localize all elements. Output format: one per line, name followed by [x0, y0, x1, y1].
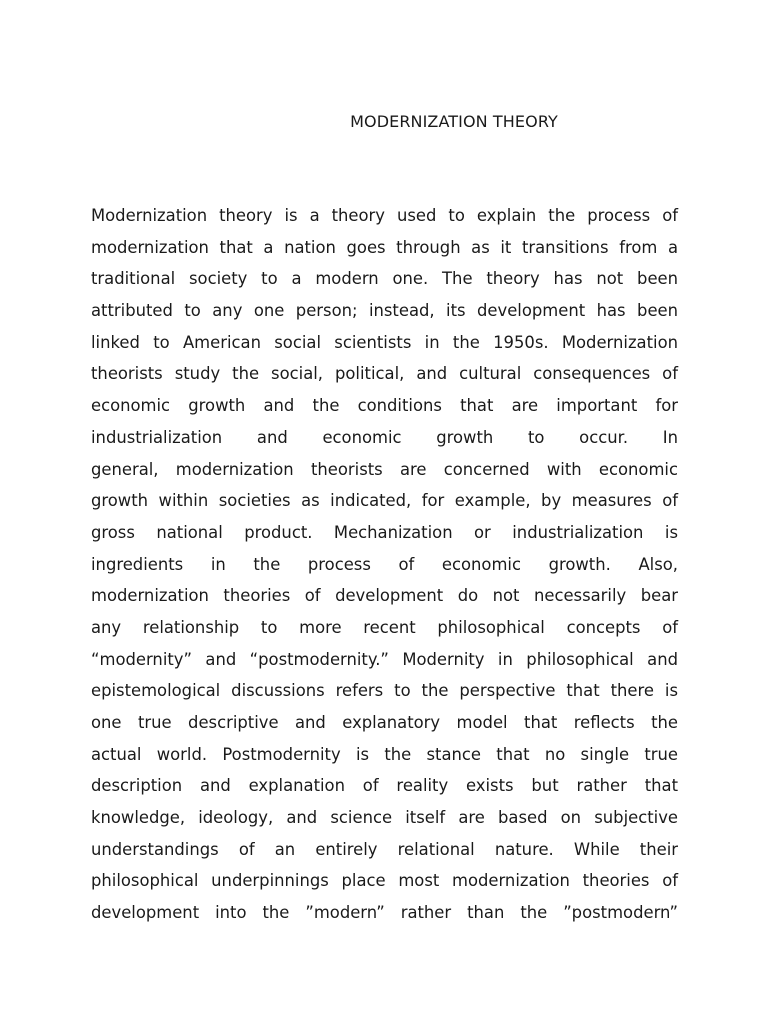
- text-line: “modernity” and “postmodernity.” Modernity in philosophical and: [91, 649, 678, 669]
- text-line: actual world. Postmodernity is the stance that no single true: [91, 744, 678, 764]
- text-line: development into the ”modern” rather than the ”postmodern”: [91, 903, 678, 923]
- text-line: understandings of an entirely relational nature. While their: [91, 839, 678, 859]
- text-line: ingredients in the process of economic growth. Also,: [91, 554, 678, 574]
- text-line: linked to American social scientists in the 1950s. Modernization: [91, 332, 678, 352]
- text-line: modernization theories of development do not necessarily bear: [91, 586, 678, 606]
- text-line: one true descriptive and explanatory model that reflects the: [91, 713, 678, 732]
- text-line: philosophical underpinnings place most modernization theories of: [91, 871, 678, 891]
- page-title: MODERNIZATION THEORY: [350, 112, 558, 131]
- text-line: growth within societies as indicated, for example, by measures of: [91, 491, 678, 511]
- body-paragraph: [91, 204, 678, 933]
- text-line: Modernization theory is a theory used to explain the process of: [91, 206, 678, 225]
- text-line: theorists study the social, political, and cultural consequences of: [91, 364, 678, 384]
- text-line: traditional society to a modern one. The theory has not been: [91, 269, 678, 289]
- text-line: modernization that a nation goes through as it transitions from a: [91, 237, 678, 257]
- text-line: attributed to any one person; instead, its development has been: [91, 301, 678, 321]
- text-line: any relationship to more recent philosophical concepts of: [91, 617, 678, 637]
- text-line: description and explanation of reality exists but rather that: [91, 776, 678, 796]
- text-line: industrialization and economic growth to occur. In: [91, 427, 678, 447]
- text-line: epistemological discussions refers to the perspective that there is: [91, 681, 678, 701]
- text-line: gross national product. Mechanization or industrialization is: [91, 522, 678, 542]
- text-line: economic growth and the conditions that are important for: [91, 396, 678, 416]
- text-line: knowledge, ideology, and science itself are based on subjective: [91, 808, 678, 828]
- text-line: general, modernization theorists are concerned with economic: [91, 459, 678, 479]
